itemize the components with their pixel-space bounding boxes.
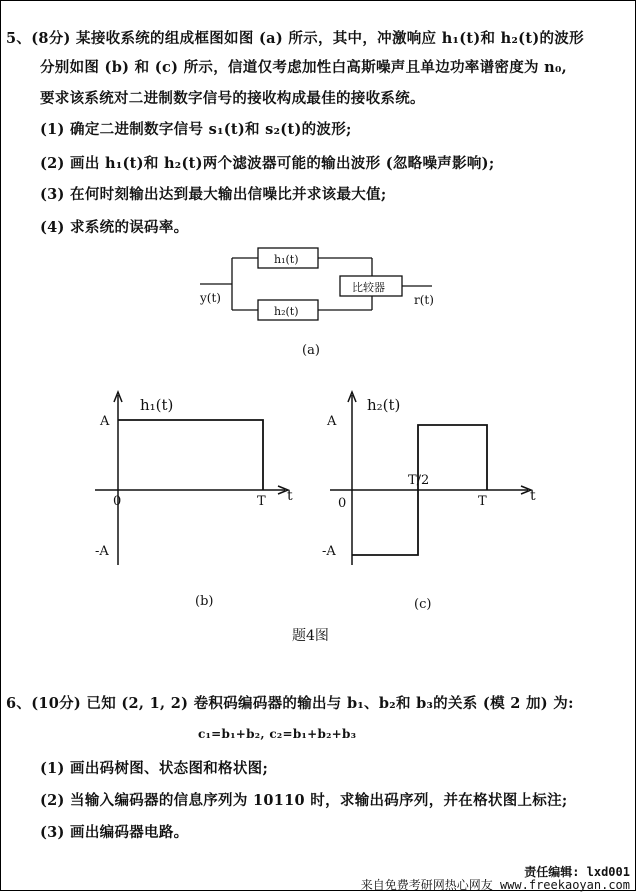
q5-item-2: (2) 画出 h₁(t)和 h₂(t)两个滤波器可能的输出波形 (忽略噪声影响); <box>40 155 495 172</box>
period-label: T <box>257 494 266 509</box>
half-period-label: T/2 <box>408 473 430 488</box>
q5-line3: 要求该系统对二进制数字信号的接收构成最佳的接收系统。 <box>40 90 425 107</box>
figure-caption: 题4图 <box>292 628 329 644</box>
q6-item-1: (1) 画出码树图、状态图和格状图; <box>40 760 269 777</box>
fig-a-caption: (a) <box>302 343 320 358</box>
q5-item-1: (1) 确定二进制数字信号 s₁(t)和 s₂(t)的波形; <box>40 121 352 138</box>
editor-credit: 责任编辑: lxd001 <box>524 865 630 879</box>
q6-line1: 6、(10分) 已知 (2, 1, 2) 卷积码编码器的输出与 b₁、b₂和 b₃的关系 (模 2 加) 为: <box>6 695 574 712</box>
q5-line2: 分别如图 (b) 和 (c) 所示，信道仅考虑加性白高斯噪声且单边功率谱密度为 n₀, <box>40 59 567 76</box>
fig-c-caption: (c) <box>414 597 432 612</box>
source-watermark: 来自免费考研网热心网友 www.freekaoyan.com <box>360 878 630 892</box>
origin-label: 0 <box>338 496 347 511</box>
time-axis-label: t <box>287 488 293 504</box>
comparator-label: 比较器 <box>352 281 385 294</box>
plot-h1 <box>95 392 288 565</box>
period-label: T <box>478 494 487 509</box>
h1-axis-label: h₁(t) <box>140 396 174 414</box>
q6-item-2: (2) 当输入编码器的信息序列为 10110 时，求输出码序列，并在格状图上标注; <box>40 792 568 809</box>
output-label: r(t) <box>414 293 434 307</box>
neg-amp-label: -A <box>95 544 109 559</box>
input-label: y(t) <box>200 291 221 305</box>
origin-label: 0 <box>113 494 122 509</box>
time-axis-label: t <box>530 488 536 504</box>
plot-h2 <box>330 392 531 565</box>
amp-label: A <box>327 414 337 429</box>
q6-item-3: (3) 画出编码器电路。 <box>40 824 189 841</box>
fig-b-caption: (b) <box>195 594 214 609</box>
h2-axis-label: h₂(t) <box>367 396 401 414</box>
neg-amp-label: -A <box>322 544 336 559</box>
q5-item-4: (4) 求系统的误码率。 <box>40 219 189 236</box>
h2-label: h₂(t) <box>274 305 299 318</box>
q5-line1: 5、(8分) 某接收系统的组成框图如图 (a) 所示，其中，冲激响应 h₁(t)和 h₂(t)的波形 <box>6 30 584 47</box>
q5-item-3: (3) 在何时刻输出达到最大输出信噪比并求该最大值; <box>40 186 387 203</box>
amp-label: A <box>100 414 110 429</box>
block-diagram <box>200 248 432 320</box>
q6-formula: c₁=b₁+b₂, c₂=b₁+b₂+b₃ <box>198 727 357 741</box>
h1-label: h₁(t) <box>274 253 299 266</box>
